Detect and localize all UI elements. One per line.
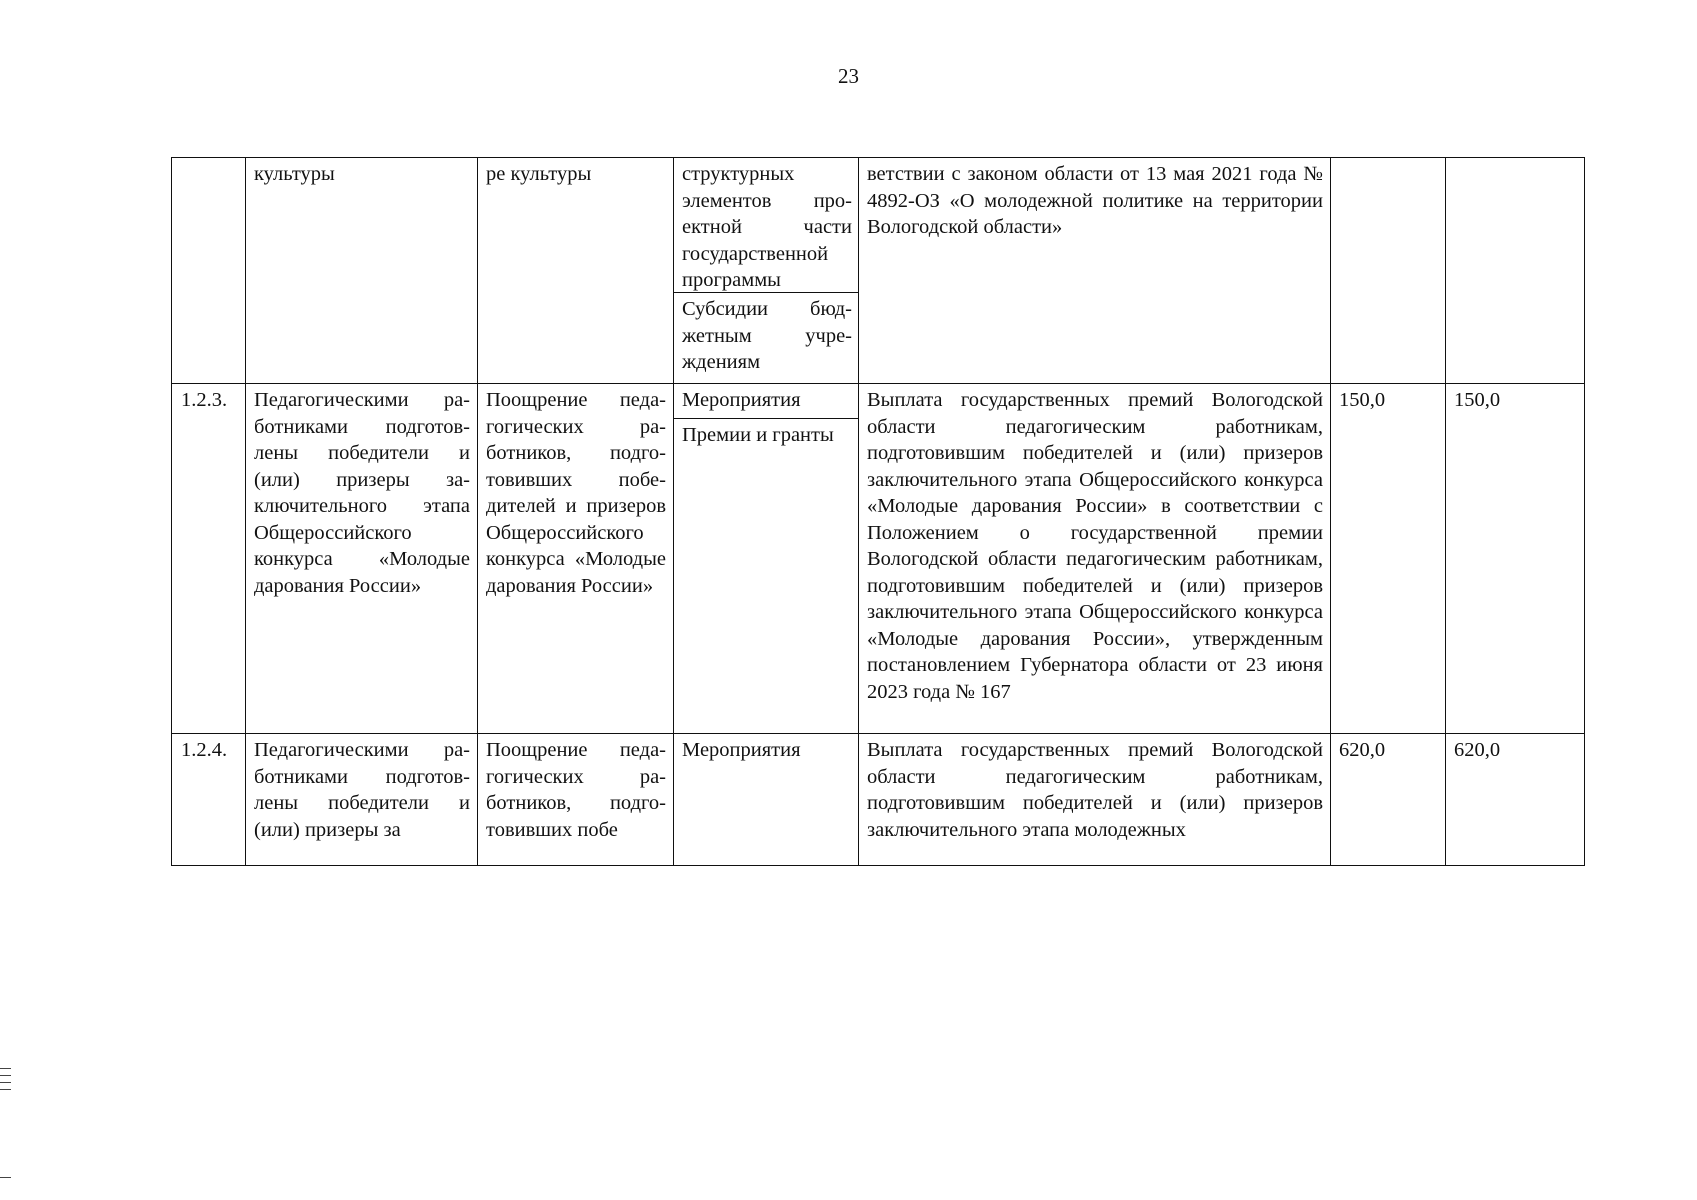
cell-expense-types xyxy=(674,158,859,384)
margin-scan-marks xyxy=(0,1068,11,1096)
cell-value-2: 150,0 xyxy=(1446,384,1585,734)
table-row-continuation xyxy=(172,158,1585,384)
expense-type-item: Премии и гранты xyxy=(674,418,858,453)
cell-number: 1.2.4. xyxy=(172,734,246,866)
cell-result: Педагогическими работниками подготовлены победители и (или) призеры за xyxy=(246,734,478,866)
table-row xyxy=(172,734,1585,866)
margin-scan-mark xyxy=(0,1177,11,1178)
cell-measure: ре культуры xyxy=(478,158,674,384)
cell-value-1 xyxy=(1331,158,1446,384)
cell-expense-types xyxy=(674,384,859,734)
cell-number xyxy=(172,158,246,384)
cell-measure: Поощрение педагогических работников, подготовивших побе xyxy=(478,734,674,866)
budget-measures-table xyxy=(171,157,1585,866)
cell-value-2: 620,0 xyxy=(1446,734,1585,866)
cell-result: Педагогическими работниками подготовлены победители и (или) призеры заключительного этапа Общероссийского конкурса «Молодые дарования России» xyxy=(246,384,478,734)
cell-number: 1.2.3. xyxy=(172,384,246,734)
cell-expense-types xyxy=(674,734,859,866)
cell-value-1: 150,0 xyxy=(1331,384,1446,734)
cell-value-2 xyxy=(1446,158,1585,384)
expense-type-item: структурных элементов проектной части государственной программы xyxy=(682,163,852,291)
cell-result: культуры xyxy=(246,158,478,384)
expense-type-item: Мероприятия xyxy=(682,389,801,411)
cell-description: Выплата государственных премий Вологодской области педагогическим работникам, подготовившим победителей и (или) призеров заключительного этапа Общероссийского конкурса «Молодые дарования России» в соответствии с Положением о государственной премии Вологодской области педагогическим работникам, подготовившим победителей и (или) призеров заключительного этапа Общероссийского конкурса «Молодые дарования России», утвержденным постановлением Губернатора области от 23 июня 2023 года № 167 xyxy=(859,384,1331,734)
cell-value-1: 620,0 xyxy=(1331,734,1446,866)
page-number: 23 xyxy=(838,64,859,88)
cell-measure: Поощрение педагогических работников, подготовивших победителей и призеров Общероссийского конкурса «Молодые дарования России» xyxy=(478,384,674,734)
cell-description: Выплата государственных премий Вологодской области педагогическим работникам, подготовившим победителей и (или) призеров заключительного этапа молодежных xyxy=(859,734,1331,866)
expense-type-item: Субсидии бюджетным учреждениям xyxy=(674,292,858,380)
cell-description: ветствии с законом области от 13 мая 2021 года № 4892-ОЗ «О молодежной политике на территории Вологодской области» xyxy=(859,158,1331,384)
table-row xyxy=(172,384,1585,734)
expense-type-item: Мероприятия xyxy=(682,739,801,761)
